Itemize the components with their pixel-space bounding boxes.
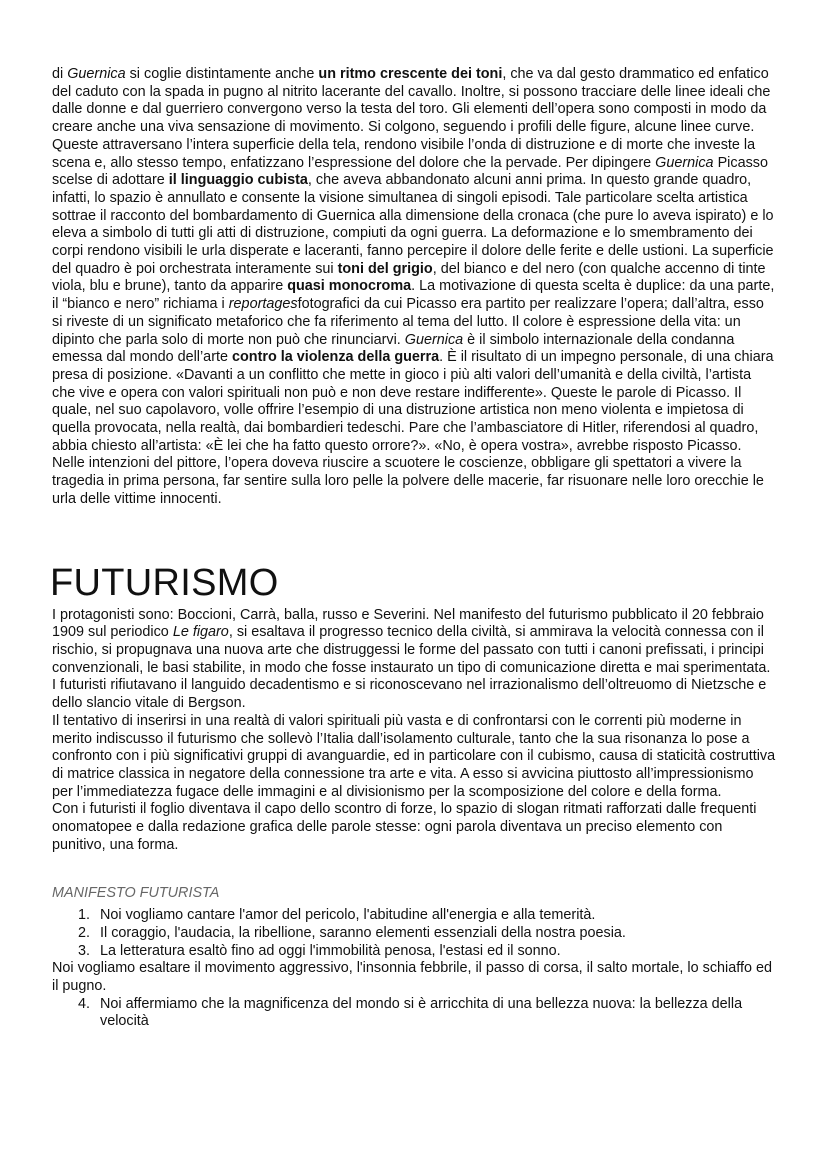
list-item-text: Noi affermiamo che la magnificenza del mondo si è arricchita di una bellezza nuova: la bellezza della velocità xyxy=(100,995,743,1030)
bold-phrase: contro la violenza della guerra xyxy=(231,349,440,366)
list-item-number: 3. xyxy=(78,942,91,959)
list-item-number: 1. xyxy=(78,907,91,924)
italic-phrase: Guernica xyxy=(655,154,714,171)
italic-phrase: Guernica xyxy=(404,331,464,348)
list-item-text: La letteratura esaltò fino ad oggi l'immobilità penosa, l'estasi ed il sonno. xyxy=(100,942,561,959)
document-page xyxy=(52,66,778,1031)
manifesto-list-b xyxy=(52,996,778,1031)
bold-phrase: toni del grigio xyxy=(337,260,433,277)
list-item xyxy=(78,924,778,943)
text-run: , del bianco e del nero (con qualche accenno di tinte viola, blu e brune), tanto da apparire xyxy=(52,260,766,295)
guernica-paragraph xyxy=(52,66,778,509)
futurismo-p1-text-a: I protagonisti sono: Boccioni, Carrà, balla, russo e Severini. Nel manifesto del futurismo pubblicato il 20 febbraio 1909 sul periodico xyxy=(52,606,764,641)
text-run: è il simbolo internazionale della condanna emessa dal mondo dell’arte xyxy=(52,331,735,366)
text-run: . La motivazione di questa scelta è duplice: da una parte, il “bianco e nero” richiama i xyxy=(52,278,775,313)
list-item xyxy=(78,942,778,961)
bold-phrase: quasi monocroma xyxy=(287,278,412,295)
text-run: . È il risultato di un impegno personale, di una chiara presa di posizione. «Davanti a un conflitto che mette in gioco i più alti valori dell’umanità e della civiltà, l’artista che vive e opera con valori spirituali non può e non deve restare indifferente». Queste le parole di Picasso. Il quale, nel suo capolavoro, volle offrire l’esempio di una distruzione artistica non meno violenta e impietosa di quella provocata, nella realtà, dai bombardieri tedeschi. Pare che l’ambasciatore di Hitler, riferendosi al quadro, abbia chiesto all’artista: «È lei che ha fatto questo orrore?». «No, è opera vostra», avrebbe risposto Picasso. Nelle intenzioni del pittore, l’opera doveva riuscire a scuotere le coscienze, obbligare gli spettatori a vivere la tragedia in prima persona, far sentire sulla loro pelle la polvere delle macerie, far risuonare nelle loro orecchie le urla delle vittime innocenti. xyxy=(52,349,774,507)
futurismo-paragraph-4: Con i futuristi il foglio diventava il capo dello scontro di forze, lo spazio di slogan ritmati rafforzati dalle frequenti onomatopee e dalla redazione grafica delle parole stesse: ogni parola diventava un preciso elemento con punitivo, una forma. xyxy=(52,801,757,853)
bold-phrase: il linguaggio cubista xyxy=(168,172,308,189)
futurismo-p1-text-b: , si esaltava il progresso tecnico della civiltà, si ammirava la velocità connessa con il rischio, si propugnava una nuova arte che distruggessi le forme del passato con tutti i canoni prefissati, i principi convenzionali, le basi stabilite, in modo che fosse instaurato un tipo di comunicazione diretta e mai sperimentata. xyxy=(52,624,771,676)
italic-phrase: Guernica xyxy=(67,66,126,82)
list-item-number: 4. xyxy=(78,995,91,1012)
text-run: di xyxy=(52,66,68,82)
text-run: Picasso scelse di adottare xyxy=(52,154,768,189)
futurismo-p1-periodical: Le figaro xyxy=(172,624,229,641)
text-run: , che va dal gesto drammatico ed enfatico del caduto con la spada in pugno al nitrito lacerante del cavallo. Inoltre, si possono tracciare delle linee ideali che dalle donne e dal guerriero convergono verso la testa del toro. Gli elementi dell’opera sono composti in modo da creare anche una viva sensazione di movimento. Si colgono, seguendo i profili delle figure, alcune linee curve. Queste attraversano l’intera superficie della tela, rendono visibile l’onda di distruzione e di morte che investe la scena e, allo stesso tempo, enfatizzano l’espressione del dolore che la pervade. Per dipingere xyxy=(52,66,771,171)
italic-phrase: reportages xyxy=(228,296,298,313)
futurismo-paragraph-2: I futuristi rifiutavano il languido decadentismo e si riconoscevano nel irrazionalismo dell’oltreuomo di Nietzsche e dello slancio vitale di Bergson. xyxy=(52,677,767,712)
futurismo-paragraph-3: Il tentativo di inserirsi in una realtà di valori spirituali più vasta e di confrontarsi con le correnti più moderne in merito indiscusso il futurismo che sollevò l’Italia dall’isolamento culturale, tanto che la sua risonanza lo pose a confronto con i più significativi gruppi di avanguardie, ed in particolare con il cubismo, causa di staticità costruttiva di matrice classica in negatore della connessione tra arte e vita. A esso si avvicina piuttosto all’impressionismo per l’immediatezza fugace delle immagini e al divisionismo per la scomposizione del colore e della forma. xyxy=(52,712,776,800)
list-item xyxy=(78,995,778,1031)
text-run: fotografici da cui Picasso era partito per realizzare l’opera; dall’altra, esso si riveste di un significato metaforico che fa riferimento al tema del lutto. Il colore è espressione della vita: un dipinto che parla solo di morte non può che rinunciarvi. xyxy=(52,296,764,348)
list-item xyxy=(78,907,778,925)
text-run: si coglie distintamente anche xyxy=(125,66,319,82)
section-title-futurismo: FUTURISMO xyxy=(50,561,279,604)
list-item-number: 2. xyxy=(78,924,91,941)
list-item-text: Noi vogliamo cantare l'amor del pericolo, l'abitudine all'energia e alla temerità. xyxy=(100,907,596,924)
list-item-text: Il coraggio, l'audacia, la ribellione, saranno elementi essenziali della nostra poesia. xyxy=(100,924,626,941)
futurismo-paragraph-1 xyxy=(52,607,778,678)
manifesto-interlude: Noi vogliamo esaltare il movimento aggressivo, l'insonnia febbrile, il passo di corsa, il salto mortale, lo schiaffo ed il pugno. xyxy=(52,960,772,994)
text-run: , che aveva abbandonato alcuni anni prima. In questo grande quadro, infatti, lo spazio è annullato e consente la visione simultanea di singoli episodi. Tale particolare scelta artistica sottrae il racconto del bombardamento di Guernica alla dimensione della cronaca (che pure lo aveva ispirato) e lo eleva a simbolo di tutti gli atti di distruzione, compiuti da ogni guerra. La deformazione e lo smembramento dei corpi rendono visibili le urla disperate e laceranti, fanno percepire il dolore delle ferite e delle ustioni. La superficie del quadro è poi orchestrata interamente sui xyxy=(52,172,774,277)
manifesto-list-a xyxy=(52,907,778,960)
manifesto-heading: MANIFESTO FUTURISTA xyxy=(52,885,220,902)
bold-phrase: un ritmo crescente dei toni xyxy=(318,66,503,82)
